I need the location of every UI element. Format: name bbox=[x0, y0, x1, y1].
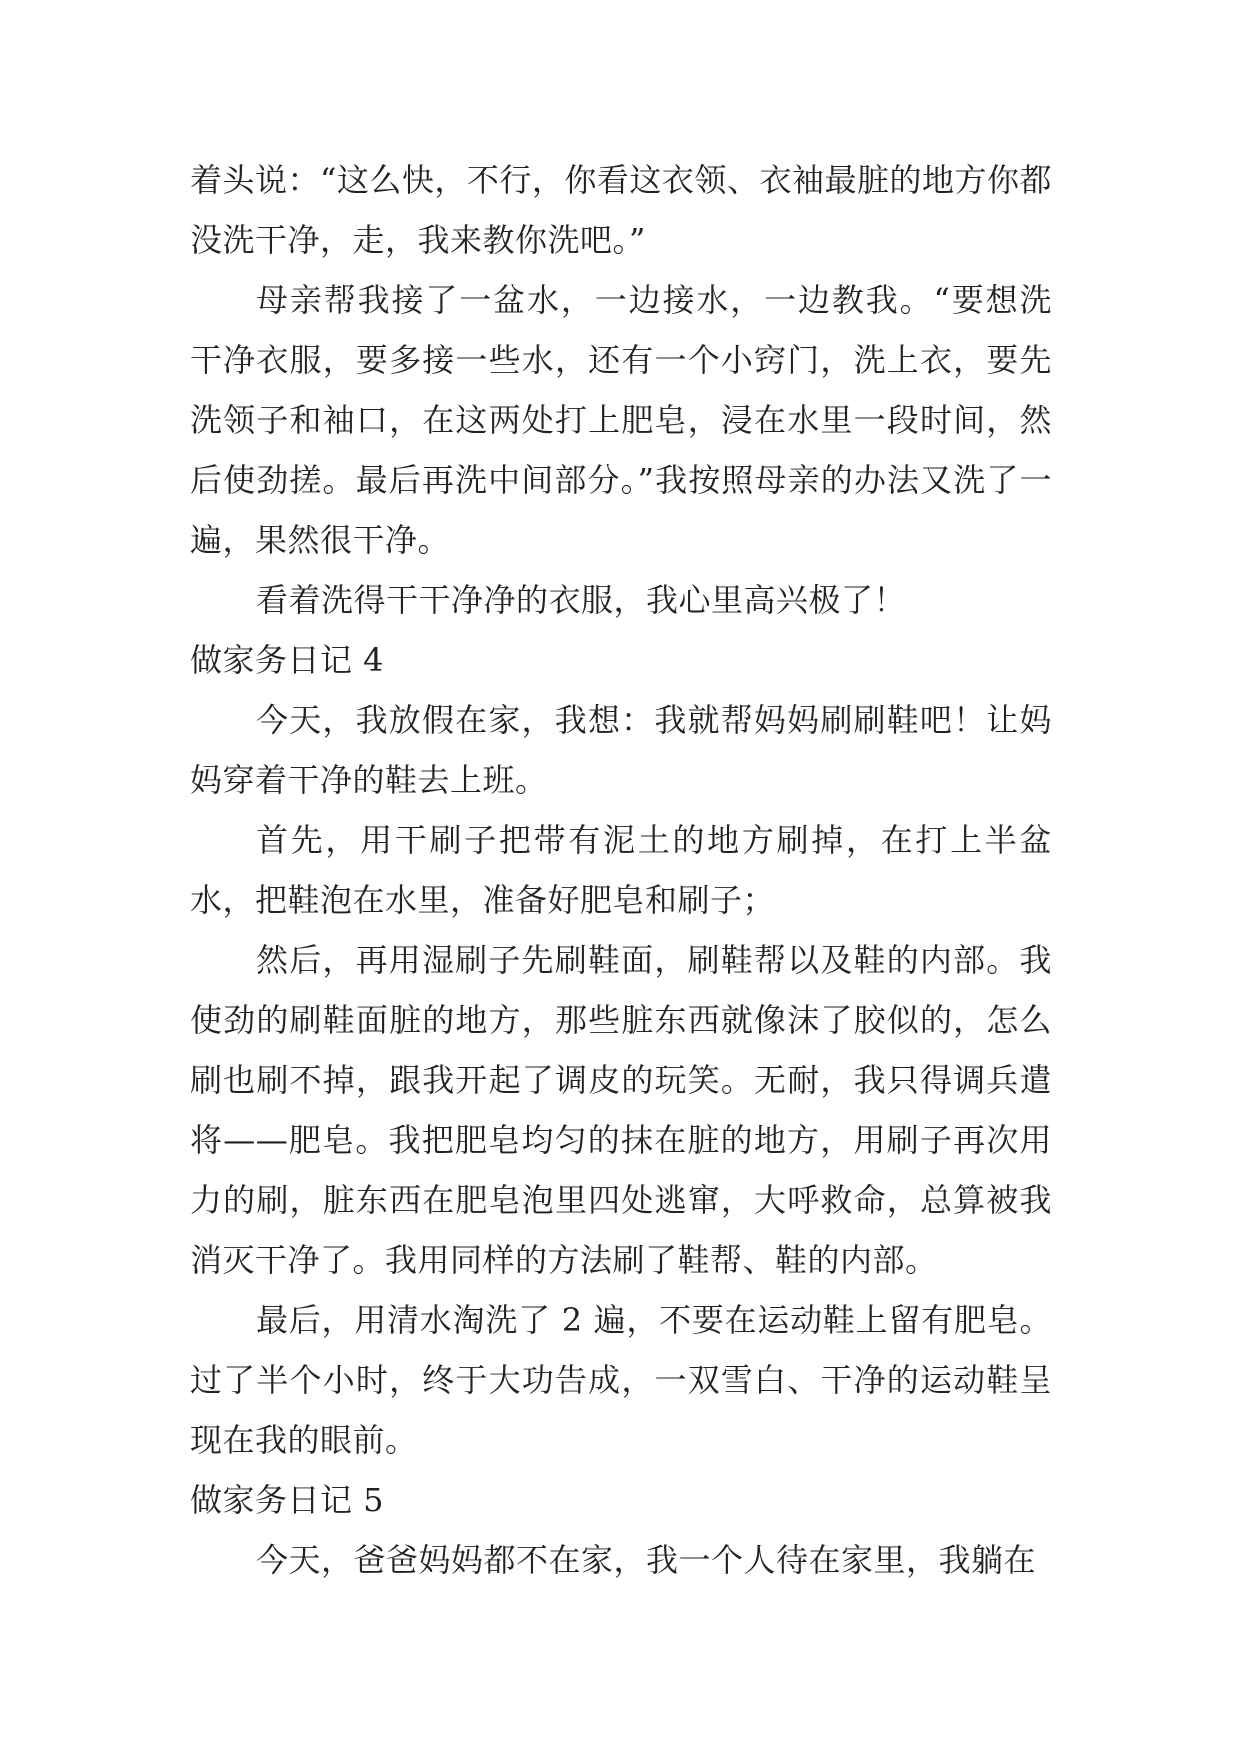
section-heading: 做家务日记 5 bbox=[190, 1481, 385, 1519]
section-heading: 做家务日记 4 bbox=[190, 641, 385, 679]
paragraph: 今天，爸爸妈妈都不在家，我一个人待在家里，我躺在 bbox=[256, 1541, 1037, 1579]
document-body bbox=[190, 150, 1052, 1590]
paragraph: 然后，再用湿刷子先刷鞋面，刷鞋帮以及鞋的内部。我使劲的刷鞋面脏的地方，那些脏东西就像沫了胶似的，怎么刷也刷不掉，跟我开起了调皮的玩笑。无耐，我只得调兵遣将——肥皂。我把肥皂均匀的抹在脏的地方，用刷子再次用力的刷，脏东西在肥皂泡里四处逃窜，大呼救命，总算被我消灭干净了。我用同样的方法刷了鞋帮、鞋的内部。 bbox=[190, 941, 1052, 1279]
paragraph: 最后，用清水淘洗了 2 遍，不要在运动鞋上留有肥皂。过了半个小时，终于大功告成，一双雪白、干净的运动鞋呈现在我的眼前。 bbox=[190, 1301, 1052, 1459]
paragraph: 今天，我放假在家，我想：我就帮妈妈刷刷鞋吧！让妈妈穿着干净的鞋去上班。 bbox=[190, 701, 1052, 799]
paragraph: 母亲帮我接了一盆水，一边接水，一边教我。“要想洗干净衣服，要多接一些水，还有一个小窍门，洗上衣，要先洗领子和袖口，在这两处打上肥皂，浸在水里一段时间，然后使劲搓。最后再洗中间部分。”我按照母亲的办法又洗了一遍，果然很干净。 bbox=[190, 281, 1052, 559]
paragraph: 首先，用干刷子把带有泥土的地方刷掉，在打上半盆水，把鞋泡在水里，准备好肥皂和刷子； bbox=[190, 821, 1052, 919]
paragraph: 着头说：“这么快，不行，你看这衣领、衣袖最脏的地方你都没洗干净，走，我来教你洗吧。” bbox=[190, 161, 1052, 259]
paragraph: 看着洗得干干净净的衣服，我心里高兴极了！ bbox=[256, 581, 907, 619]
